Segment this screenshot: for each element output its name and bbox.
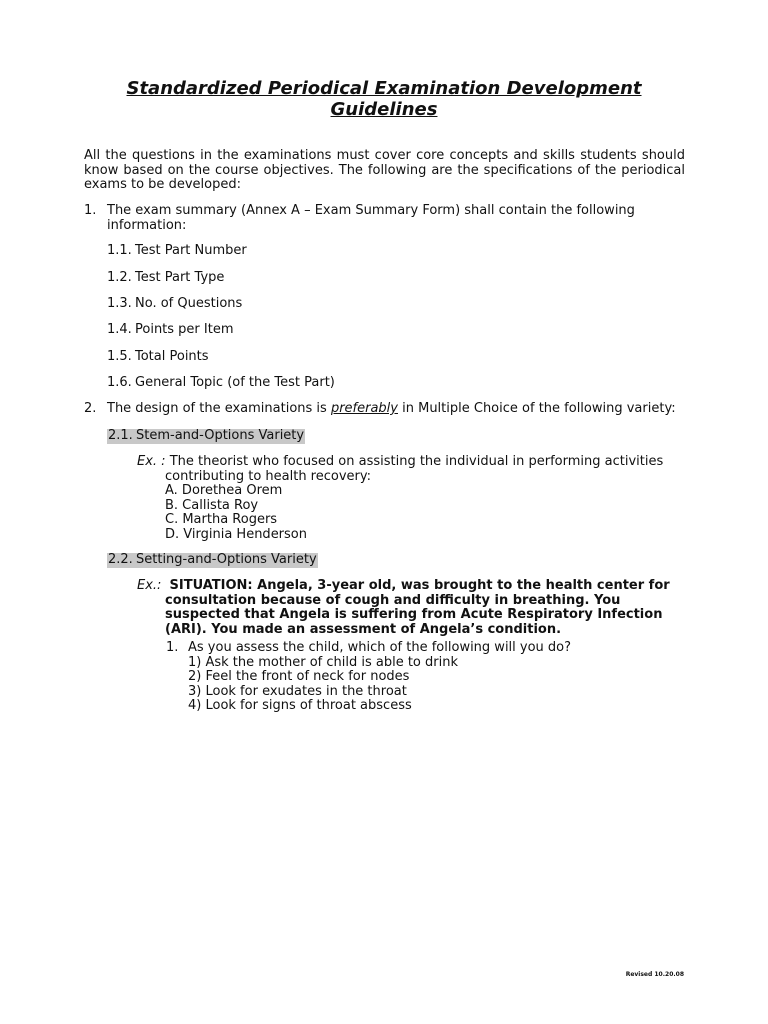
example-2 — [137, 579, 687, 637]
variety-1-heading — [107, 429, 305, 444]
item-1-text: The exam summary (Annex A – Exam Summary Form) shall contain the following information: — [107, 203, 635, 233]
question-number: 1. — [166, 640, 179, 655]
item-2-text-after: in Multiple Choice of the following variety: — [397, 401, 676, 416]
question-1 — [166, 641, 686, 714]
example-label: Ex. : — [137, 454, 166, 469]
situation-line: (ARI). You made an assessment of Angela’s condition. — [165, 621, 562, 637]
intro-paragraph: All the questions in the examinations must cover core concepts and skills students should know based on the course objectives. The following are the specifications of the periodical exams to be developed: — [84, 148, 685, 192]
item-2-text-before: The design of the examinations is — [107, 401, 331, 416]
subitem-number: 1.2. — [107, 270, 132, 285]
question-stem — [166, 641, 686, 656]
subitem-text: Total Points — [135, 349, 209, 364]
subitem-1-4 — [107, 323, 234, 338]
situation-text: SITUATION: Angela, 3-year old, was brought to the health center for — [165, 578, 670, 593]
option: A. Dorethea Orem — [165, 483, 283, 498]
title-line-1: Standardized Periodical Examination Development — [126, 78, 642, 99]
subitem-number: 1.4. — [107, 322, 132, 337]
subitem-1-3 — [107, 297, 242, 312]
subitem-text: Test Part Type — [135, 270, 225, 285]
subitem-number: 1.3. — [107, 296, 132, 311]
subitem-1-2 — [107, 271, 224, 286]
subitem-1-5 — [107, 350, 209, 365]
example-1 — [137, 455, 697, 542]
subitem-text: Points per Item — [135, 322, 234, 337]
question-option: 2) Feel the front of neck for nodes — [188, 669, 410, 684]
variety-label: Setting-and-Options Variety — [136, 552, 317, 567]
variety-label: Stem-and-Options Variety — [136, 428, 305, 443]
subitem-text: General Topic (of the Test Part) — [135, 375, 335, 390]
example-label: Ex.: — [137, 578, 162, 593]
option: C. Martha Rogers — [165, 512, 278, 527]
question-option: 4) Look for signs of throat abscess — [188, 698, 412, 713]
item-2-emphasis: preferably — [330, 401, 398, 416]
situation-line: suspected that Angela is suffering from Acute Respiratory Infection — [165, 607, 663, 622]
item-2-text — [107, 402, 687, 417]
situation-line: consultation because of cough and difficulty in breathing. You — [165, 592, 621, 608]
variety-number: 2.1. — [108, 428, 133, 443]
subitem-text: Test Part Number — [135, 243, 247, 258]
subitem-number: 1.1. — [107, 243, 132, 258]
situation-line-1 — [137, 579, 687, 594]
variety-2-heading — [107, 553, 318, 568]
option: B. Callista Roy — [165, 497, 259, 513]
subitem-text: No. of Questions — [135, 296, 243, 311]
title-line-2: Guidelines — [330, 99, 438, 120]
stem-line-2: contributing to health recovery: — [165, 468, 372, 484]
revision-footer: Revised 10.20.08 — [625, 971, 684, 978]
subitem-number: 1.6. — [107, 375, 132, 390]
example-1-stem — [137, 455, 697, 470]
question-text: As you assess the child, which of the following will you do? — [188, 640, 572, 655]
question-option: 3) Look for exudates in the throat — [188, 683, 407, 699]
subitem-1-6 — [107, 376, 335, 391]
stem-line-1: The theorist who focused on assisting the individual in performing activities — [165, 454, 664, 469]
item-1-number: 1. — [84, 203, 97, 218]
document-title — [84, 78, 684, 120]
subitem-1-1 — [107, 244, 247, 259]
item-2-number: 2. — [84, 401, 97, 416]
subitem-number: 1.5. — [107, 349, 132, 364]
option: D. Virginia Henderson — [165, 526, 307, 542]
question-option: 1) Ask the mother of child is able to drink — [188, 654, 458, 670]
variety-number: 2.2. — [108, 552, 133, 567]
